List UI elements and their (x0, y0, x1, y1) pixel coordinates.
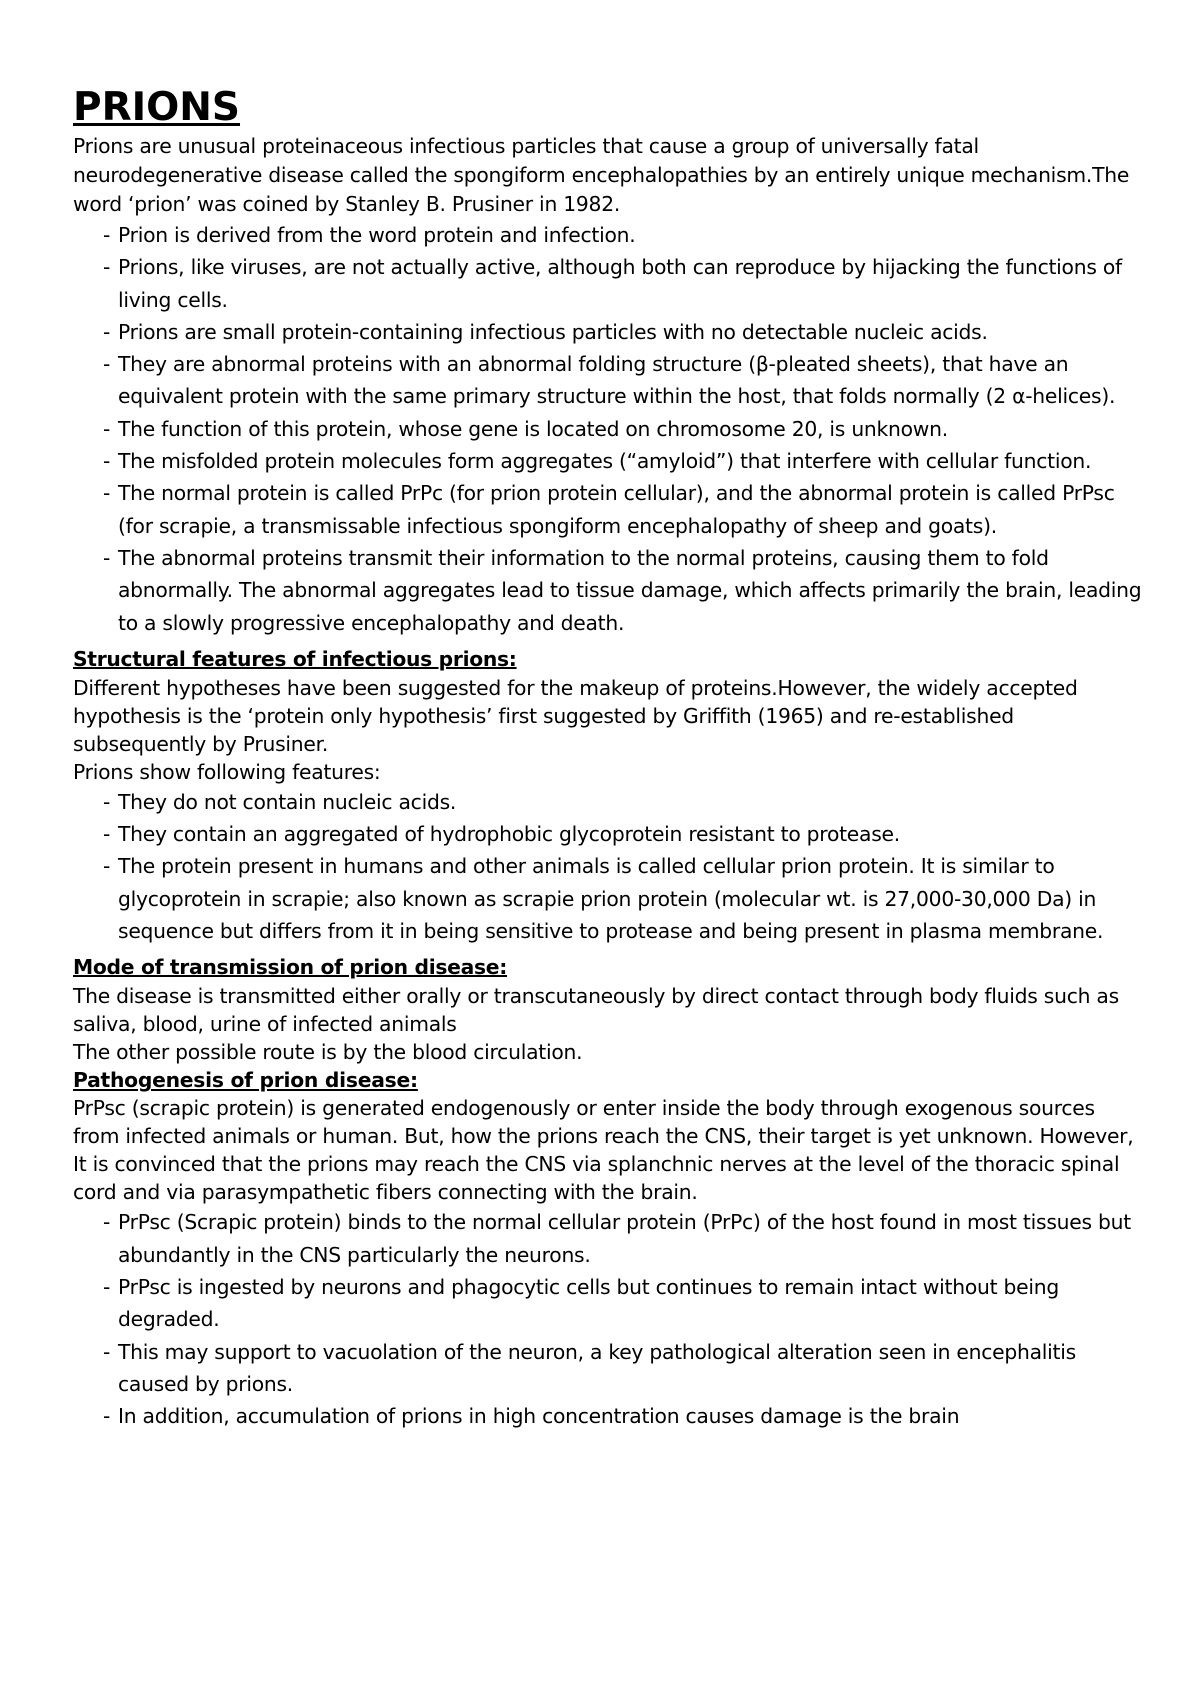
list-item: - Prions, like viruses, are not actually active, although both can reproduce by hijacking the functions of living cells. (73, 251, 1143, 316)
list-item: - PrPsc is ingested by neurons and phagocytic cells but continues to remain intact without being degraded. (73, 1271, 1143, 1336)
list-item: - This may support to vacuolation of the neuron, a key pathological alteration seen in encephalitis caused by prions. (73, 1336, 1143, 1401)
intro-bullet-list (73, 219, 1143, 639)
list-item: - The protein present in humans and other animals is called cellular prion protein. It is similar to glycoprotein in scrapie; also known as scrapie prion protein (molecular wt. is 27,000-30,000 Da) in sequence but differs from it in being sensitive to protease and being present in plasma membrane. (73, 850, 1143, 947)
document-page (73, 84, 1143, 1432)
list-item: - The function of this protein, whose gene is located on chromosome 20, is unknown. (73, 413, 1143, 445)
pathogenesis-bullet-list (73, 1206, 1143, 1432)
structural-bullet-list (73, 786, 1143, 947)
transmission-route-paragraph: The other possible route is by the blood circulation. (73, 1040, 583, 1065)
structural-paragraph: Different hypotheses have been suggested for the makeup of proteins.However, the widely accepted hypothesis is the ‘protein only hypothesis’ first suggested by Griffith (1965) and re-established subsequently by Prusiner. (73, 675, 1078, 756)
page-title: PRIONS (73, 85, 241, 130)
list-item: - They contain an aggregated of hydrophobic glycoprotein resistant to protease. (73, 818, 1143, 850)
structural-features-heading: Structural features of infectious prions: (73, 646, 517, 671)
list-item: - The misfolded protein molecules form aggregates (“amyloid”) that interfere with cellular function. (73, 445, 1143, 477)
list-item: - In addition, accumulation of prions in high concentration causes damage is the brain (73, 1400, 1143, 1432)
list-item: - Prion is derived from the word protein and infection. (73, 219, 1143, 251)
features-intro: Prions show following features: (73, 759, 381, 784)
list-item: - The abnormal proteins transmit their information to the normal proteins, causing them to fold abnormally. The abnormal aggregates lead to tissue damage, which affects primarily the brain, leading to a slowly progressive encephalopathy and death. (73, 542, 1143, 639)
list-item: - The normal protein is called PrPc (for prion protein cellular), and the abnormal protein is called PrPsc (for scrapie, a transmissable infectious spongiform encephalopathy of sheep and goats). (73, 477, 1143, 542)
list-item: - They do not contain nucleic acids. (73, 786, 1143, 818)
pathogenesis-heading: Pathogenesis of prion disease: (73, 1068, 418, 1093)
transmission-heading: Mode of transmission of prion disease: (73, 955, 508, 980)
pathogenesis-paragraph: PrPsc (scrapic protein) is generated endogenously or enter inside the body through exogenous sources from infected animals or human. But, how the prions reach the CNS, their target is yet unknown. However, It is convinced that the prions may reach the CNS via splanchnic nerves at the level of the thoracic spinal cord and via parasympathetic fibers connecting with the brain. (73, 1096, 1134, 1205)
transmission-paragraph: The disease is transmitted either orally or transcutaneously by direct contact through body fluids such as saliva, blood, urine of infected animals (73, 984, 1119, 1037)
list-item: - PrPsc (Scrapic protein) binds to the normal cellular protein (PrPc) of the host found in most tissues but abundantly in the CNS particularly the neurons. (73, 1206, 1143, 1271)
list-item: - They are abnormal proteins with an abnormal folding structure (β-pleated sheets), that have an equivalent protein with the same primary structure within the host, that folds normally (2 α-helices). (73, 348, 1143, 413)
list-item: - Prions are small protein-containing infectious particles with no detectable nucleic acids. (73, 316, 1143, 348)
intro-paragraph: Prions are unusual proteinaceous infectious particles that cause a group of universally fatal neurodegenerative disease called the spongiform encephalopathies by an entirely unique mechanism.The word ‘prion’ was coined by Stanley B. Prusiner in 1982. (73, 134, 1130, 216)
